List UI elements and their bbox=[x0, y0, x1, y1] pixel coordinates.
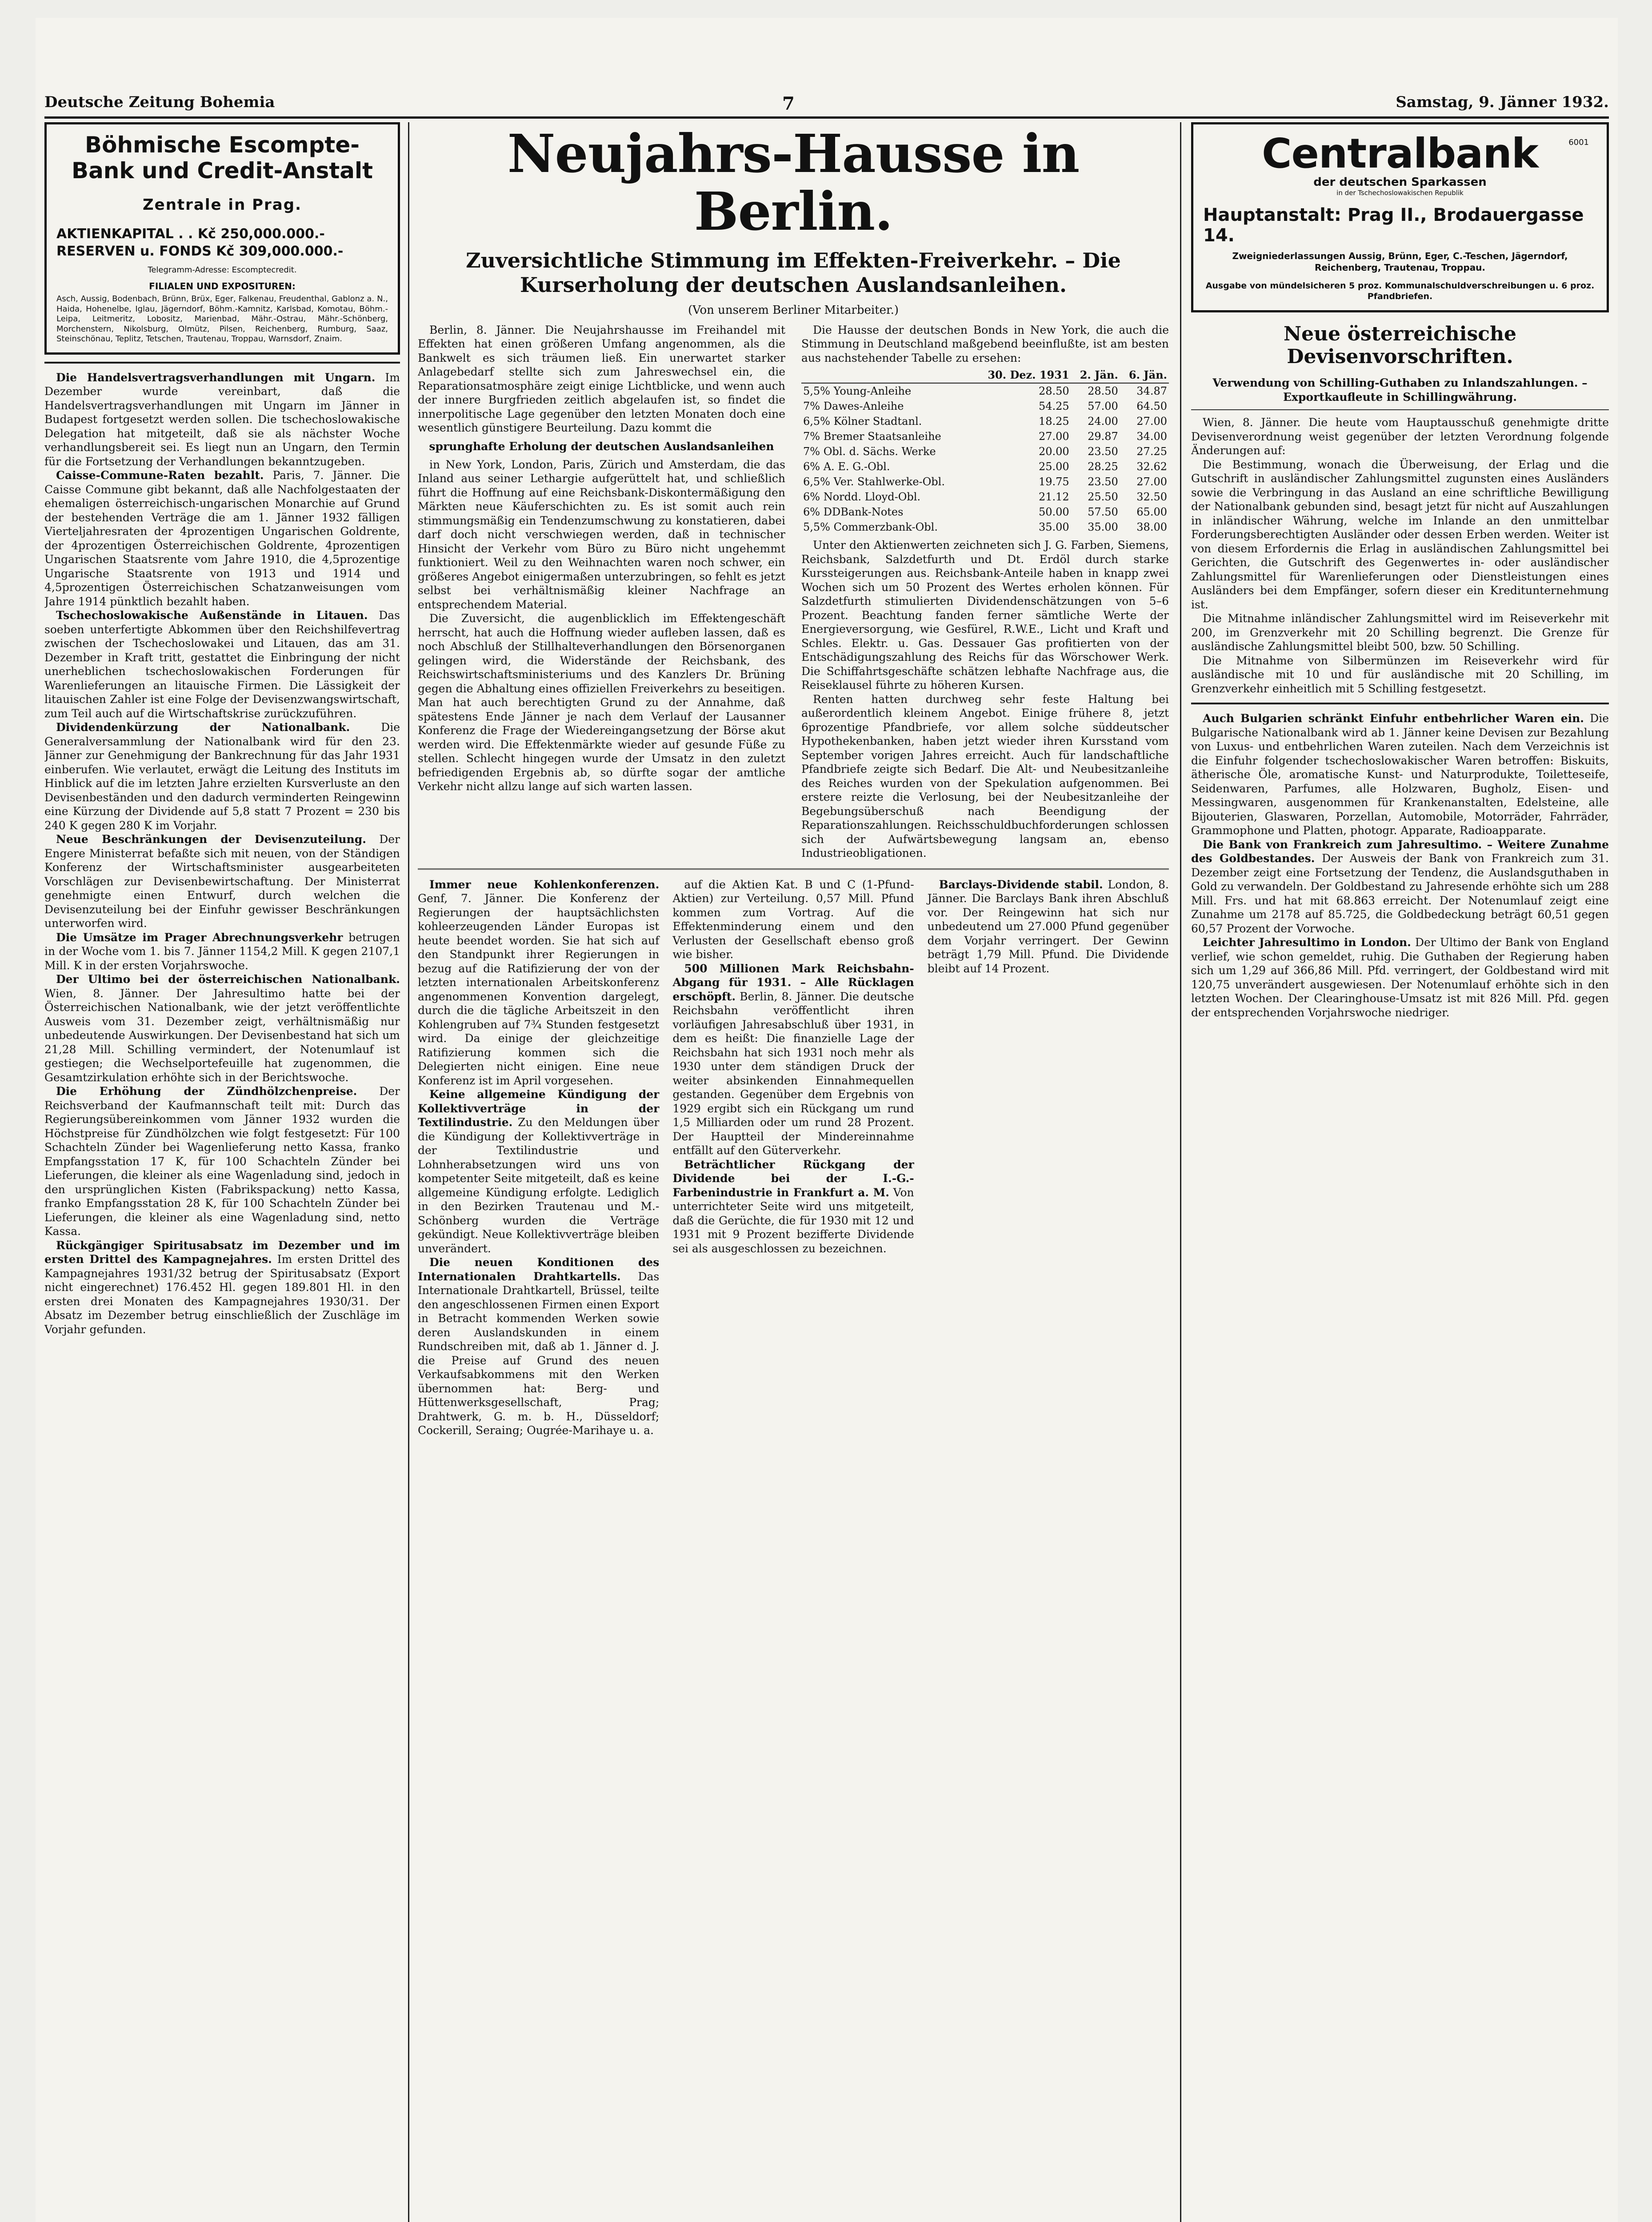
newspaper-name: Deutsche Zeitung Bohemia bbox=[44, 93, 275, 111]
page-header bbox=[44, 93, 1609, 114]
news-item-text: Zu den Meldungen über die Kündigung der Kollektivverträge in der Textilindustrie und Lohnherabsetzungen wird uns von kompetenter Seite mitgeteilt, daß es keine allgemeine Kündigung erfolgte. Lediglich in den Bezirken Trautenau und M.-Schönberg wurden die Verträge gekündigt. Neue Kollektivverträge bleiben unverändert. bbox=[418, 1116, 660, 1255]
table-row bbox=[801, 520, 1169, 535]
main-headline: Neujahrs-Hausse in Berlin. bbox=[507, 123, 1080, 242]
news-item-text: Der Ultimo der Bank von England verlief, wie schon gemeldet, ruhig. Die Guthaben der Regierung haben sich um 1,29 auf 366,86 Mill. Pfd. verringert, der Goldbestand wird mit 120,75 unverändert ausgewiesen. Der Notenumlauf erhöhte sich in den letzten Wochen. Der Clearinghouse-Umsatz ist mit 826 Mill. Pfd. gegen der entsprechenden Vorjahrswoche niedriger. bbox=[1191, 936, 1609, 1019]
table-cell: 24.00 bbox=[1088, 415, 1118, 428]
table-row bbox=[801, 444, 1169, 459]
news-item-heading: Die Umsätze im Prager Abrechnungsverkehr bbox=[56, 931, 343, 944]
paragraph: Die Zuversicht, die augenblicklich im Effektengeschäft herrscht, hat auch die Hoffnung wieder aufleben lassen, daß es noch Abschluß der Stillhalteverhandlungen den Börsenorganen gelingen wird, die Widerstände der Reichsbank, des Reichswirtschaftsministeriums und des Kanzlers Dr. Brüning gegen die Abhaltung eines offiziellen Freiverkehrs zu beseitigen. Man hat auch berechtigten Grund zu der Annahme, daß spätestens Ende Jänner je nach dem Verlauf der Lausanner Konferenz die Frage der Wiedereingangsetzung der Börse akut werden wird. Die Effektenmärkte wieder auf gesunde Füße zu stellen. Schlecht hingegen wurde der Umsatz in den zuletzt befriedigenden Ergebnis ab, so dürfte sogar der amtliche Verkehr nicht allzu lange auf sich warten lassen. bbox=[418, 612, 785, 793]
table-cell: 25.50 bbox=[1088, 491, 1118, 504]
table-cell: 32.62 bbox=[1136, 460, 1167, 473]
table-cell: 18.25 bbox=[1038, 415, 1069, 428]
main-right-paras bbox=[801, 538, 1169, 860]
table-cell: 5,5% Young-Anleihe bbox=[803, 385, 912, 398]
table-cell: 23.50 bbox=[1088, 476, 1118, 488]
news-item-heading: Leichter Jahresultimo in London. bbox=[1203, 936, 1411, 949]
news-item-heading: Keine allgemeine Kündigung der Kollektivverträge in der Textilindustrie. bbox=[418, 1088, 660, 1129]
table-row bbox=[801, 399, 1169, 414]
table-cell: 28.25 bbox=[1088, 460, 1118, 473]
centralbank-ad bbox=[1191, 122, 1609, 312]
table-cell: 20.00 bbox=[1038, 445, 1069, 458]
table-cell: 50.00 bbox=[1038, 506, 1069, 519]
table-cell: 57.00 bbox=[1088, 400, 1118, 413]
left-column-news bbox=[44, 371, 400, 1337]
table-row bbox=[801, 414, 1169, 429]
divider bbox=[418, 868, 1169, 870]
table-cell: 65.00 bbox=[1136, 506, 1167, 519]
bonds-intro: Die Hausse der deutschen Bonds in New York, die auch die Stimmung in Deutschland maßgebend beeinflußte, ist am besten aus nachstehender Tabelle zu ersehen: bbox=[801, 323, 1169, 364]
right-article-title: Neue österreichische Devisenvorschriften. bbox=[1283, 322, 1517, 368]
issue-date: Samstag, 9. Jänner 1932. bbox=[1396, 93, 1609, 111]
bank-branches: Asch, Aussig, Bodenbach, Brünn, Brüx, Eger, Falkenau, Freudenthal, Gablonz a. N., Haida, Hohenelbe, Iglau, Jägerndorf, Böhm.-Kamnitz, Karlsbad, Komotau, Böhm.-Leipa, Leitmeritz, Lobositz, Marienbad, Mähr.-Ostrau, Mähr.-Schönberg, Morchenstern, Nikolsburg, Olmütz, Pilsen, Reichenberg, Rumburg, Saaz, Steinschönau, Teplitz, Tetschen, Trautenau, Troppau, Warnsdorf, Znaim. bbox=[56, 294, 388, 344]
paragraph: Wien, 8. Jänner. Die heute vom Hauptausschuß genehmigte dritte Devisenverordnung weist gegenüber der letzten Verordnung folgende Änderungen auf: bbox=[1191, 416, 1609, 457]
news-item-heading: Die Erhöhung der Zündhölzchenpreise. bbox=[56, 1085, 357, 1098]
article-subhead: sprunghafte Erholung der deutschen Auslandsanleihen bbox=[429, 440, 774, 453]
table-cell: 29.87 bbox=[1088, 430, 1118, 443]
bonds-table-header bbox=[801, 368, 1169, 383]
bonds-column-header: 6. Jän. bbox=[1120, 368, 1169, 383]
news-item-text: Die Bulgarische Nationalbank wird ab 1. Jänner keine Devisen zur Bezahlung von Luxus- und entbehrlichen Waren zuteilen. Nach dem Verzeichnis ist die Einfuhr folgender tschechoslowakischer Waren betroffen: Biskuits, ätherische Öle, aromatische Kunst- und Naturprodukte, Toiletteseife, Seidenwaren, Parfumes, alle Holzwaren, Bugholz, Eisen- und Messingwaren, ausgenommen für Krankenanstalten, Edelsteine, alle Bijouterien, Glaswaren, Porzellan, Automobile, Motorräder, Fahrräder, Grammophone und Platten, photogr. Apparate, Radioapparate. bbox=[1191, 712, 1609, 837]
news-item-heading: Die Bank von Frankreich zum Jahresultimo. – Weitere Zunahme des Goldbestandes. bbox=[1191, 838, 1609, 865]
centralbank-headquarters: Hauptanstalt: Prag II., Brodauergasse 14. bbox=[1203, 204, 1584, 246]
ad-number: 6001 bbox=[1568, 138, 1589, 147]
table-cell: 7% Obl. d. Sächs. Werke bbox=[803, 445, 936, 458]
table-cell: 21.12 bbox=[1038, 491, 1069, 504]
right-column-news bbox=[1191, 711, 1609, 1019]
header-rule bbox=[44, 116, 1609, 119]
bank-telegram: Telegramm-Adresse: Escomptecredit. bbox=[148, 265, 297, 275]
news-item-text: Wien, 8. Jänner. Der Jahresultimo hatte bei der Österreichischen Nationalbank, wie der jetzt veröffentlichte Ausweis vom 31. Dezember zeigt, verhältnismäßig nur unbedeutende Auswirkungen. Der Devisenbestand hat sich um 21,28 Mill. Schilling vermindert, der Notenumlauf ist gestiegen; die Wechselportefeuille hat zugenommen, die Gesamtzirkulation erhöhte sich in der Berichtswoche. bbox=[44, 987, 400, 1084]
center-column bbox=[418, 122, 1169, 2222]
news-item bbox=[1191, 711, 1609, 838]
bank-name: Böhmische Escompte-Bank und Credit-Anstalt bbox=[71, 132, 373, 184]
paragraph: Berlin, 8. Jänner. Die Neujahrshausse im Freihandel mit Effekten hat einen größeren Umfang angenommen, als die Bankwelt es sich träumen ließ. Ein unerwartet starker Anlagebedarf stellte sich zum Jahreswechsel ein, die Reparationsatmosphäre zeigt einige Lichtblicke, und wenn auch der innere Burgfrieden zeitlich abgelaufen ist, so findet die innerpolitische Lage gegenüber den letzten Monaten doch eine wesentlich günstigere Beurteilung. Dazu kommt die bbox=[418, 323, 785, 435]
news-item-heading: Der Ultimo bei der österreichischen Nationalbank. bbox=[56, 973, 400, 986]
centralbank-country: in der Tschechoslowakischen Republik bbox=[1336, 188, 1464, 197]
escompte-bank-ad bbox=[44, 122, 400, 355]
divider bbox=[44, 362, 400, 364]
lower-news-section bbox=[418, 878, 1169, 1438]
bonds-column-header: 2. Jän. bbox=[1071, 368, 1120, 383]
table-row bbox=[801, 474, 1169, 489]
main-left-paras bbox=[418, 323, 785, 435]
table-cell: 25.00 bbox=[1038, 460, 1069, 473]
news-item-text: Paris, 7. Jänner. Die Caisse Commune gibt bekannt, daß alle Nachfolgestaaten der ehemaligen österreichisch-ungarischen Monarchie auf Grund der bestehenden Verträge die am 1. Jänner 1932 fälligen Vierteljahresraten der 4prozentigen Ungarischen Goldrente, der 4prozentigen Österreichischen Goldrente, 4prozentigen Ungarischen Staatsrente vom Jahre 1910, die 4,5prozentige Ungarische Staatsrente von 1913 und 1914 und 4,5prozentigen Österreichischen Schatzanweisungen vom Jahre 1914 pünktlich bezahlt haben. bbox=[44, 469, 400, 608]
main-article-body bbox=[418, 323, 1169, 860]
right-article-body bbox=[1191, 416, 1609, 695]
news-item bbox=[1191, 838, 1609, 936]
table-cell: 35.00 bbox=[1038, 521, 1069, 534]
table-cell: 54.25 bbox=[1038, 400, 1069, 413]
paragraph: Renten hatten durchweg sehr feste Haltung bei außerordentlich kleinem Angebot. Einige frühere 8, jetzt 6prozentige Pfandbriefe, vor allem solche süddeutscher Hypothekenbanken, haben jetzt wieder ihren Kursstand vom September vorigen Jahres erreicht. Auch für landschaftliche Pfandbriefe zeigte sich Bedarf. Die Alt- und Neubesitzanleihe des Reiches wurden von der Spekulation aufgenommen. Bei erstere reizte die Verlosung, bei der Neubesitzanleihe der Begebungsüberschuß nach Beendigung der Reparationszahlungen. Reichsschuldbuchforderungen schlossen sich der Aufwärtsbewegung langsam an, ebenso Industrieobligationen. bbox=[801, 692, 1169, 860]
paragraph: Die Bestimmung, wonach die Überweisung, der Erlag und die Gutschrift in ausländischer Zahlungsmittel zugunsten eines Ausländers sowie die Verbringung in das Ausland an eine schriftliche Bewilligung der Nationalbank gebunden sind, besagt jetzt für nicht auf Auszahlungen in inländischer Währung, welche im Inlande an den unmittelbar Forderungsberechtigten Ausländer oder dessen Erben werden. Weiter ist von diesem Erfordernis die Erlag in ausländischen Zahlungsmittel bei Gerichten, die Gutschrift des Gegenwertes in- oder ausländischer Zahlungsmittel für Warenlieferungen oder Dienstleistungen eines Ausländers bei dem Empfänger, sofern dieser ein Kreditunternehmung ist. bbox=[1191, 458, 1609, 611]
table-cell: 6% Nordd. Lloyd-Obl. bbox=[803, 491, 921, 504]
news-item-text: Genf, 7. Jänner. Die Konferenz der Regierungen der hauptsächlichsten kohleerzeugenden Länder Europas ist heute beendet worden. Sie hat sich auf den Standpunkt ihrer Regierungen in bezug auf die Ratifizierung der von der letzten internationalen Arbeitskonferenz angenommenen Konvention dargelegt, durch die die tägliche Arbeitszeit in den Kohlengruben auf 7¾ Stunden festgesetzt wird. Da einige der gleichzeitige Ratifizierung kommen sich die Delegierten nicht einigen. Eine neue Konferenz ist im April vorgesehen. bbox=[418, 892, 660, 1087]
news-item-text: Das soeben unterfertigte Abkommen über den Reichshilfevertrag zwischen der Tschechoslowakei und Litauen, das am 31. Dezember in Kraft tritt, gestattet die Einbringung der nicht unerheblichen tschechoslowakischen Forderungen für Warenlieferungen an litauische Firmen. Die Lässigkeit der litauischen Zahler ist eine Folge der Devisenzwangswirtschaft, zum Teil auch auf die Wirtschaftskrise zurückzuführen. bbox=[44, 609, 400, 720]
bank-reserves: RESERVEN u. FONDS Kč 309,000.000.- bbox=[56, 244, 344, 259]
paragraph: Die Mitnahme inländischer Zahlungsmittel wird im Reiseverkehr mit 200, im Grenzverkehr mit 20 Schilling begrenzt. Die Grenze für ausländische Zahlungsmittel bleibt 500, bzw. 50 Schilling. bbox=[1191, 612, 1609, 653]
table-row bbox=[801, 504, 1169, 520]
paragraph: in New York, London, Paris, Zürich und Amsterdam, die das Inland aus seiner Lethargie aufgerüttelt hat, und schließlich führt die Hoffnung auf eine Reichsbank-Diskontermäßigung den Märkten neue Käuferschichten zu. Es ist somit auch rein stimmungsmäßig ein Tendenzumschwung zu konstatieren, dabei darf doch nicht verschwiegen werden, daß in technischer Hinsicht der Verkehr vom Büro zu Büro nicht ungehemmt funktioniert. Weil zu den Weihnachten waren noch schwer, ein größeres Angebot einigermaßen unterzubringen, so fehlt es jetzt selbst bei verhältnismäßig kleiner Nachfrage an entsprechendem Material. bbox=[418, 458, 785, 611]
divider bbox=[1191, 409, 1609, 410]
news-item-heading: Dividendenkürzung der Nationalbank. bbox=[56, 721, 350, 734]
news-item-heading: Immer neue Kohlenkonferenzen. bbox=[429, 878, 660, 891]
news-item bbox=[672, 878, 914, 962]
bonds-table-body bbox=[801, 383, 1169, 535]
table-row bbox=[801, 429, 1169, 444]
news-item-text: auf die Aktien Kat. B und C (1-Pfund-Aktien) zur Verteilung. 0,57 Mill. Pfund kommen zum Vortrag. Auf die Effektenminderung einem und den Verlusten der Gesellschaft ebenso groß wie bisher. bbox=[672, 878, 914, 961]
centralbank-branches: Zweigniederlassungen Aussig, Brünn, Eger, C.-Teschen, Jägerndorf, Reichenberg, Trautenau, Troppau. bbox=[1232, 250, 1568, 273]
news-item-heading: Barclays-Dividende stabil. bbox=[939, 878, 1103, 891]
news-item-text: Das Internationale Drahtkartell, Brüssel, teilte den angeschlossenen Firmen einen Export in Betracht kommenden Werken sowie deren Auslandskunden in einem Rundschreiben mit, daß ab 1. Jänner d. J. die Preise auf Grund des neuen Verkaufsabkommens mit den Werken übernommen hat: Berg- und Hüttenwerksgesellschaft, Prag; Drahtwerk, G. m. b. H., Düsseldorf; Cockerill, Seraing; Ougrée-Marihaye u. a. bbox=[418, 1270, 660, 1437]
news-item-heading: Caisse-Commune-Raten bezahlt. bbox=[56, 469, 264, 482]
left-column bbox=[44, 122, 400, 2222]
news-item bbox=[418, 1255, 659, 1438]
paragraph: Die Mitnahme von Silbermünzen im Reiseverkehr wird für ausländische mit 10 und für ausländische mit 20 Schilling, im Grenzverkehr einheitlich mit 5 Schilling festgesetzt. bbox=[1191, 654, 1609, 695]
news-item-heading: Rückgängiger Spiritusabsatz im Dezember und im ersten Drittel des Kampagnejahres. bbox=[44, 1239, 400, 1266]
main-article-right bbox=[801, 323, 1169, 860]
news-item bbox=[418, 878, 659, 1088]
news-item-text: London, 8. Jänner. Die Barclays Bank ihren Abschluß vor. Der Reingewinn hat sich nur unbedeutend um 27.000 Pfund gegenüber dem Vorjahr verringert. Der Gewinn beträgt 1,79 Mill. Pfund. Die Dividende bleibt auf 14 Prozent. bbox=[927, 878, 1169, 975]
main-left-paras-2 bbox=[418, 458, 785, 794]
news-item bbox=[418, 1087, 659, 1255]
table-cell: 7% Bremer Staatsanleihe bbox=[803, 430, 941, 443]
table-cell: 6,5% Kölner Stadtanl. bbox=[803, 415, 922, 428]
news-item bbox=[44, 832, 400, 931]
news-item bbox=[44, 972, 400, 1084]
news-item-text: Von unterrichteter Seite wird uns mitgeteilt, daß die Gerüchte, die für 1930 mit 12 und 1931 mit 9 Prozent bezifferte Dividende sei als ausgeschlossen zu bezeichnen. bbox=[672, 1186, 914, 1255]
news-item bbox=[44, 468, 400, 608]
news-item-heading: Beträchtlicher Rückgang der Dividende bei der I.-G.-Farbenindustrie in Frankfurt a. M. bbox=[672, 1158, 914, 1199]
news-item-text: Berlin, 8. Jänner. Die deutsche Reichsbahn veröffentlicht ihren vorläufigen Jahresabschluß über 1931, in dem es heißt: Die finanzielle Lage der Reichsbahn hat sich 1931 noch mehr als 1930 unter dem ständigen Druck der weiter absinkenden Einnahmequellen gestanden. Gegenüber dem Ergebnis von 1929 ergibt sich ein Rückgang um rund 1,5 Milliarden oder um rund 28 Prozent. Der Hauptteil der Mindereinnahme entfällt auf den Güterverkehr. bbox=[672, 990, 914, 1157]
news-item-text: Der Ausweis der Bank von Frankreich zum 31. Dezember zeigt eine Fortsetzung der Tendenz, die Auslandsguthaben in Gold zu verwandeln. Der Goldbestand zu Jahresende erhöhte sich um 288 Mill. Frs. und hat mit 68.863 erreicht. Der Notenumlauf zeigt eine Zunahme um 2178 auf 85.725, die Goldbedeckung beträgt 60,51 gegen 60,57 Prozent der Vorwoche. bbox=[1191, 852, 1609, 935]
table-cell: 27.00 bbox=[1136, 415, 1167, 428]
table-cell: 64.50 bbox=[1136, 400, 1167, 413]
table-cell: 28.50 bbox=[1038, 385, 1069, 398]
table-cell: 27.00 bbox=[1038, 430, 1069, 443]
centralbank-subtitle: der deutschen Sparkassen bbox=[1313, 175, 1487, 189]
news-item-heading: Auch Bulgarien schränkt Einfuhr entbehrlicher Waren ein. bbox=[1203, 712, 1584, 725]
bonds-column-header bbox=[801, 368, 972, 383]
news-item bbox=[44, 1239, 400, 1337]
column-divider bbox=[408, 122, 409, 2222]
table-cell: 23.50 bbox=[1088, 445, 1118, 458]
news-item bbox=[672, 962, 914, 1158]
centralbank-issue: Ausgabe von mündelsicheren 5 proz. Kommunalschuldverschreibungen u. 6 proz. Pfandbriefen. bbox=[1205, 280, 1595, 302]
table-cell: 19.75 bbox=[1038, 476, 1069, 488]
table-cell: 34.00 bbox=[1136, 430, 1167, 443]
page-number: 7 bbox=[782, 93, 795, 114]
table-row bbox=[801, 459, 1169, 474]
bonds-column-header: 30. Dez. 1931 bbox=[972, 368, 1071, 383]
news-item-text: Im Dezember wurde vereinbart, daß die Handelsvertragsverhandlungen mit Ungarn im Jänner in Budapest fortgesetzt werden sollen. Die tschechoslowakische Delegation hat mitgeteilt, daß sie als nächster Woche verhandlungsbereit sei. Es liegt nun an Ungarn, den Termin für die Fortsetzung der Verhandlungen bekanntzugeben. bbox=[44, 371, 400, 468]
table-cell: 6,5% Ver. Stahlwerke-Obl. bbox=[803, 476, 945, 488]
byline: (Von unserem Berliner Mitarbeiter.) bbox=[688, 303, 899, 317]
lower-news-col-2 bbox=[672, 878, 914, 1438]
bank-branches-title: FILIALEN UND EXPOSITUREN: bbox=[149, 281, 296, 292]
news-item bbox=[44, 931, 400, 973]
right-column bbox=[1191, 122, 1609, 2222]
news-item-text: Im ersten Drittel des Kampagnejahres 1931/32 betrug der Spiritusabsatz (Export nicht eingerechnet) 176.452 Hl. gegen 189.801 Hl. in den ersten drei Monaten des Kampagnejahres 1930/31. Der Absatz im Dezember betrug einschließlich der Zuschläge im Vorjahr gefunden. bbox=[44, 1253, 400, 1336]
table-cell: 38.00 bbox=[1136, 521, 1167, 534]
paragraph: Unter den Aktienwerten zeichneten sich J. G. Farben, Siemens, Reichsbank, Salzdetfurth und Dt. Erdöl durch starke Kurssteigerungen aus. Reichsbank-Anteile haben in knapp zwei Wochen sich um 50 Prozent des Wertes erholen können. Für Salzdetfurth stimulierten Dividendenschätzungen von 5–6 Prozent. Beachtung fanden ferner sämtliche Werte der Energieversorgung, wie Gesfürel, R.W.E., Licht und Kraft und Schles. Elektr. u. Gas. Dessauer Gas profitierten von der Entschädigungszahlung des Reichs für das Wörschower Werk. Die Schiffahrtsgeschäfte schätzen lebhafte Nachfrage aus, die Reiseklausel führte zu höheren Kursen. bbox=[801, 539, 1169, 692]
news-item-text: Die Generalversammlung der Nationalbank wird für den 23. Jänner zur Genehmigung der Bankrechnung für das Jahr 1931 einberufen. Wie verlautet, erwägt die Leitung des Instituts im Hinblick auf die im letzten Jahre erzielten Kursverluste an den Devisenbeständen und den dadurch verminderten Reingewinn eine Kürzung der Dividende auf 5,8 statt 7 Prozent = 230 bis 240 K gegen 280 K im Vorjahr. bbox=[44, 721, 400, 832]
right-article-lead: Verwendung von Schilling-Guthaben zu Inlandszahlungen. – Exportkaufleute in Schillingwährung. bbox=[1212, 376, 1588, 404]
table-cell: 27.25 bbox=[1136, 445, 1167, 458]
table-cell: 32.50 bbox=[1136, 491, 1167, 504]
table-cell: 27.00 bbox=[1136, 476, 1167, 488]
news-item bbox=[1191, 935, 1609, 1019]
lower-news-col-3 bbox=[928, 878, 1169, 1438]
newspaper-page bbox=[36, 18, 1618, 2222]
news-item-heading: 500 Millionen Mark Reichsbahn-Abgang für 1931. – Alle Rücklagen erschöpft. bbox=[672, 962, 914, 1003]
news-item bbox=[928, 878, 1169, 976]
centralbank-title: Centralbank bbox=[1262, 130, 1538, 177]
table-cell: 6% A. E. G.-Obl. bbox=[803, 460, 890, 473]
table-cell: 35.00 bbox=[1088, 521, 1118, 534]
news-item-heading: Die neuen Konditionen des Internationalen Drahtkartells. bbox=[418, 1256, 660, 1283]
news-item-text: Der Reichsverband der Kaufmannschaft teilt mit: Durch das Regierungsübereinkommen vom Jänner 1932 wurden die Höchstpreise für Zündhölzchen wie folgt festgesetzt: Für 100 Schachteln Zünder bei Wagenlieferung netto Kassa, franko Empfangsstation 17 K, für 100 Schachteln Zünder bei Lieferungen, die kleiner als eine Wagenladung sind, jedoch in den ursprünglichen Kisten (Fabrikspackung) netto Kassa, franko Empfangsstation 28 K, für 100 Schachteln Zünder bei Lieferungen, die kleiner als eine Wagenladung sind, netto Kassa. bbox=[44, 1085, 400, 1238]
column-divider bbox=[1180, 122, 1181, 2222]
table-cell: 57.50 bbox=[1088, 506, 1118, 519]
news-item bbox=[44, 371, 400, 469]
main-article-left bbox=[418, 323, 785, 860]
table-row bbox=[801, 489, 1169, 504]
news-item-text: Der Engere Ministerrat befaßte sich mit neuen, von der Ständigen Konferenz der Wirtschaftsminister ausgearbeiteten Vorschlägen zur Devisenbewirtschaftung. Der Ministerrat genehmigte einen Entwurf, durch welchen die Devisenzuteilung bei der Einfuhr gewisser Beschränkungen unterworfen wird. bbox=[44, 833, 400, 930]
bank-capital: AKTIENKAPITAL . . Kč 250,000.000.- bbox=[56, 226, 325, 242]
news-item-heading: Tschechoslowakische Außenstände in Litauen. bbox=[56, 609, 368, 622]
bank-headquarters: Zentrale in Prag. bbox=[142, 196, 302, 214]
divider bbox=[1191, 703, 1609, 704]
table-cell: 5,5% Commerzbank-Obl. bbox=[803, 521, 938, 534]
table-cell: 6% DDBank-Notes bbox=[803, 506, 904, 519]
news-item bbox=[672, 1158, 914, 1256]
lower-news-col-1 bbox=[418, 878, 659, 1438]
news-item-heading: Neue Beschränkungen der Devisenzuteilung. bbox=[56, 833, 366, 846]
bonds-table bbox=[801, 368, 1169, 535]
news-item bbox=[44, 608, 400, 720]
main-deck: Zuversichtliche Stimmung im Effekten-Freiverkehr. – Die Kurserholung der deutschen Auslandsanleihen. bbox=[466, 248, 1121, 297]
table-row bbox=[801, 383, 1169, 399]
table-cell: 34.87 bbox=[1136, 385, 1167, 398]
news-item-text: betrugen in der Woche vom 1. bis 7. Jänner 1154,2 Mill. K gegen 2107,1 Mill. K in der ersten Vorjahrswoche. bbox=[44, 931, 400, 972]
news-item bbox=[44, 720, 400, 832]
news-item bbox=[44, 1084, 400, 1239]
table-cell: 7% Dawes-Anleihe bbox=[803, 400, 904, 413]
table-cell: 28.50 bbox=[1088, 385, 1118, 398]
news-item-heading: Die Handelsvertragsverhandlungen mit Ungarn. bbox=[56, 371, 376, 384]
